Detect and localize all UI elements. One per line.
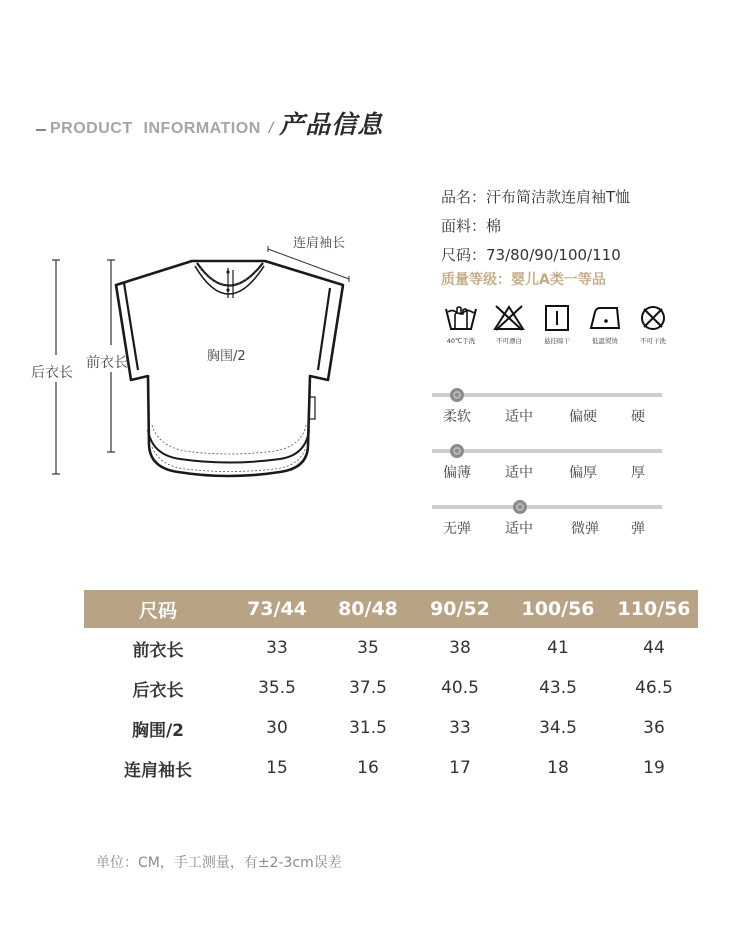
back-length-label: 后衣长 — [31, 365, 73, 381]
elasticity-slider — [432, 499, 662, 555]
slider-knob — [450, 388, 464, 402]
care-item — [629, 304, 677, 345]
care-label: 低温熨烫 — [592, 337, 618, 345]
header-chinese-title: 产品信息 — [279, 110, 384, 139]
slider-label: 弹 — [631, 521, 645, 537]
column-header: 100/56 — [521, 598, 595, 620]
table-cell: 16 — [357, 758, 379, 778]
table-cell: 40.5 — [441, 678, 479, 698]
care-item — [581, 304, 629, 345]
slider-label: 厚 — [631, 465, 645, 481]
table-cell: 44 — [643, 638, 665, 658]
row-header: 胸围/2 — [131, 720, 185, 741]
care-item — [533, 304, 581, 345]
fabric-property-sliders — [432, 387, 662, 555]
hand-wash-40-icon — [444, 304, 478, 332]
slider-track — [432, 505, 662, 509]
product-name: 品名：汗布简洁款连肩袖T恤 — [441, 188, 631, 206]
row-header: 前衣长 — [132, 640, 184, 661]
table-cell: 35 — [357, 638, 379, 658]
slider-label: 适中 — [505, 409, 533, 425]
slider-label: 偏硬 — [569, 409, 597, 425]
table-cell: 19 — [643, 758, 665, 778]
header-separator: / — [268, 120, 274, 137]
column-header: 110/56 — [617, 598, 691, 620]
product-sizes: 尺码：73/80/90/100/110 — [441, 246, 621, 264]
care-instructions — [437, 304, 677, 345]
care-label: 40℃手洗 — [446, 337, 476, 345]
table-cell: 31.5 — [349, 718, 387, 738]
no-dry-clean-icon — [636, 304, 670, 332]
care-label: 不可漂白 — [496, 337, 522, 345]
table-cell: 34.5 — [539, 718, 577, 738]
table-cell: 35.5 — [258, 678, 296, 698]
table-row — [84, 628, 698, 668]
raglan-sleeve-label: 连肩袖长 — [293, 236, 346, 251]
table-row — [84, 748, 698, 788]
table-cell: 15 — [266, 758, 288, 778]
care-item — [437, 304, 485, 345]
thickness-slider — [432, 443, 662, 499]
row-header: 连肩袖长 — [124, 760, 192, 781]
column-header: 尺码 — [138, 599, 177, 622]
front-length-label: 前衣长 — [86, 355, 128, 371]
table-cell: 33 — [449, 718, 471, 738]
table-cell: 38 — [449, 638, 471, 658]
slider-label: 硬 — [631, 409, 645, 425]
care-label: 悬挂晾干 — [544, 337, 570, 345]
care-label: 不可干洗 — [640, 337, 666, 345]
column-header: 80/48 — [338, 598, 398, 620]
table-cell: 46.5 — [635, 678, 673, 698]
no-bleach-icon — [492, 304, 526, 332]
column-header: 90/52 — [430, 598, 490, 620]
slider-label: 偏薄 — [443, 465, 471, 481]
slider-label: 微弹 — [571, 521, 599, 537]
table-header — [84, 590, 698, 628]
slider-label: 适中 — [505, 465, 533, 481]
slider-track — [432, 449, 662, 453]
table-cell: 37.5 — [349, 678, 387, 698]
table-row — [84, 668, 698, 708]
table-cell: 33 — [266, 638, 288, 658]
table-cell: 41 — [547, 638, 569, 658]
column-header: 73/44 — [247, 598, 307, 620]
product-info — [441, 186, 630, 293]
table-cell: 17 — [449, 758, 471, 778]
table-cell: 18 — [547, 758, 569, 778]
header-english-title: PRODUCT INFORMATION — [50, 120, 261, 137]
table-cell: 36 — [643, 718, 665, 738]
product-fabric: 面料：棉 — [441, 217, 502, 235]
slider-label: 适中 — [505, 521, 533, 537]
slider-label: 柔软 — [443, 409, 471, 425]
care-item — [485, 304, 533, 345]
slider-knob — [513, 500, 527, 514]
table-row — [84, 708, 698, 748]
slider-track — [432, 393, 662, 397]
chest-half-label: 胸围/2 — [207, 349, 246, 364]
hang-dry-icon — [540, 304, 574, 332]
low-iron-icon — [588, 304, 622, 332]
table-cell: 30 — [266, 718, 288, 738]
measurement-note: 单位：CM，手工测量，有±2-3cm误差 — [96, 855, 342, 871]
quality-grade: 质量等级：婴儿A类一等品 — [441, 272, 606, 288]
slider-label: 无弹 — [443, 521, 471, 537]
size-table — [84, 590, 698, 788]
table-cell: 43.5 — [539, 678, 577, 698]
slider-label: 偏厚 — [569, 465, 597, 481]
softness-slider — [432, 387, 662, 443]
slider-knob — [450, 444, 464, 458]
row-header: 后衣长 — [132, 680, 184, 701]
